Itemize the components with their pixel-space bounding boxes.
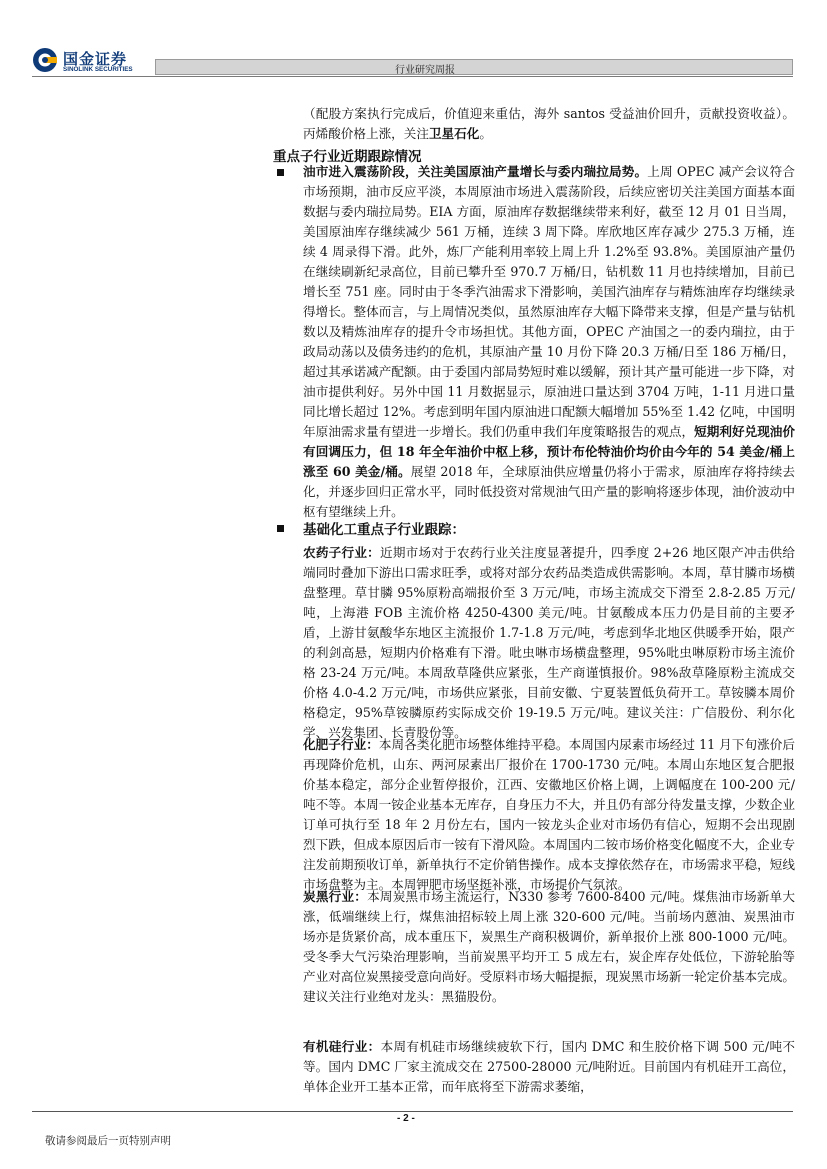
disclaimer-note: 敬请参阅最后一页特别声明 [45, 1135, 171, 1147]
logo-text-en: SINOLINK SECURITIES [63, 66, 133, 73]
page-number: - 2 - [397, 1113, 415, 1124]
bullet-basic [277, 525, 284, 532]
pesticide-paragraph [303, 543, 795, 743]
oil-body: 上周 OPEC 减产会议符合市场预期，油市反应平淡，本周原油市场进入震荡阶段，后续应密切关注美国方面基本面数据与委内瑞拉局势。EIA 方面，原油库存数据继续带来利好，截至 12 月 01 日当周，美国原油库存继续减少 561 万桶，连续 3 周下降。库欣地区库存减少 275.3 万桶，连续 4 周录得下滑。此外，炼厂产能利用率较上周上升 1.2%至 93.8%。美国原油产量仍在继续刷新纪录高位，目前已攀升至 970.7 万桶/日，钻机数 11 月也持续增加，目前已增长至 751 座。同时由于冬季汽油需求下滑影响，美国汽油库存与精炼油库存均继续录得增长。整体而言，与上周情况类似，虽然原油库存大幅下降带来支撑，但是产量与钻机数以及精炼油库存的提升令市场担忧。其他方面，OPEC 产油国之一的委内瑞拉，由于政局动荡以及债务违约的危机，其原油产量 10 月份下降 20.3 万桶/日至 186 万桶/日，超过其承诺减产配额。由于委国内部局势短时难以缓解，预计其产量可能进一步下降，对油市提供利好。另外中国 11 月数据显示，原油进口量达到 3704 万吨，1-11 月进口量同比增长超过 12%。考虑到明年国内原油进口配额大幅增加 55%至 1.42 亿吨，中国明年原油需求量有望进一步增长。我们仍重申我们年度策略报告的观点， [303, 164, 795, 439]
carbon-black-paragraph [303, 887, 795, 1007]
fertilizer-paragraph [303, 735, 795, 895]
pesticide-label: 农药子行业： [303, 545, 380, 560]
bullet-oil [277, 169, 284, 176]
oil-outlook: 展望 2018 年，全球原油供应增量仍将小于需求，原油库存将持续去化，并逐步回归正常水平，同时低投资对常规油气田产量的影响将逐步体现，油价波动中枢有望继续上升。 [303, 464, 795, 519]
oil-title: 油市进入震荡阶段，关注美国原油产量增长与委内瑞拉局势。 [303, 164, 648, 179]
silicone-paragraph [303, 1037, 795, 1097]
carbon-black-body: 本周炭黑市场主流运行，N330 参考 7600-8400 元/吨。煤焦油市场新单大涨，低端继续上行，煤焦油招标较上周上涨 320-600 元/吨。当前场内蒽油、炭黑油市场亦是货紧价高，成本重压下，炭黑生产商积极调价，新单报价上涨 800-1000 元/吨。受冬季大气污染治理影响，当前炭黑平均开工 5 成左右，炭企库存处低位，下游轮胎等产业对高位炭黑接受意向尚好。受原料市场大幅提振，现炭黑市场新一轮定价基本完成。建议关注行业绝对龙头：黑猫股份。 [303, 889, 796, 1004]
intro-text: （配股方案执行完成后，价值迎来重估，海外 santos 受益油价回升，贡献投资收益）。丙烯酸价格上涨，关注 [303, 106, 795, 141]
logo-text-cn: 国金证券 [63, 50, 128, 68]
silicone-label: 有机硅行业： [303, 1039, 381, 1054]
silicone-body: 本周有机硅市场继续疲软下行，国内 DMC 和生胶价格下调 500 元/吨不等。国内 DMC 厂家主流成交在 27500-28000 元/吨附近。目前国内有机硅开工高位，单体企业开工基本正常，而年底将至下游需求萎缩， [303, 1039, 796, 1094]
footer-divider [32, 1111, 793, 1112]
pesticide-body: 近期市场对于农药行业关注度显著提升，四季度 2+26 地区限产冲击供给端同时叠加下游出口需求旺季，或将对部分农药品类造成供需影响。本周，草甘膦市场横盘整理。草甘膦 95%原粉高端报价至 3 万元/吨，市场主流成交下滑至 2.8-2.85 万元/吨，上海港 FOB 主流价格 4250-4300 美元/吨。甘氨酸成本压力仍是目前的主要矛盾，上游甘氨酸华东地区主流报价 1.7-1.8 万元/吨，考虑到华北地区供暖季开始，限产的利剑高悬，短期内价格难有下滑。吡虫啉市场横盘整理，95%吡虫啉原粉市场主流价格 23-24 万元/吨。本周敌草隆供应紧张，生产商谨慎报价。98%敌草隆原粉主流成交价格 4.0-4.2 万元/吨，市场供应紧张，目前安徽、宁夏装置低负荷开工。草铵膦本周价格稳定，95%草铵膦原药实际成交价 19-19.5 万元/吨。建议关注：广信股份、利尔化学、兴发集团、长青股份等。 [303, 545, 795, 740]
intro-paragraph [303, 104, 795, 144]
oil-forecast: 短期利好兑现油价有回调压力，但 18 年全年油价中枢上移，预计布伦特油价均价由今年的 54 美金/桶上涨至 60 美金/桶。 [303, 424, 796, 479]
fertilizer-body: 本周各类化肥市场整体维持平稳。本周国内尿素市场经过 11 月下旬涨价后再现降价危机，山东、两河尿素出厂报价在 1700-1730 元/吨。本周山东地区复合肥报价基本稳定，部分企业暂停报价，江西、安徽地区价格上调，上调幅度在 100-200 元/吨不等。本周一铵企业基本无库存，自身压力不大，并且仍有部分待发量支撑，少数企业订单可执行至 18 年 2 月份左右，国内一铵龙头企业对市场仍有信心，短期不会出现剧烈下跌，但成本原因后市一铵有下滑风险。本周国内二铵市场价格变化幅度不大，企业专注发前期预收订单，新单执行不定价销售操作。成本支撑依然存在，市场需求平稳，短线市场盘整为主。本周钾肥市场坚挺补涨，市场提价气氛浓。 [303, 737, 795, 892]
carbon-black-label: 炭黑行业： [303, 889, 368, 904]
fertilizer-label: 化肥子行业： [303, 737, 379, 752]
basic-chem-title: 基础化工重点子行业跟踪： [303, 522, 465, 538]
oil-paragraph [303, 162, 795, 522]
intro-tail: 。 [479, 126, 492, 141]
intro-highlight: 卫星石化 [428, 126, 480, 141]
section-title: 重点子行业近期跟踪情况 [273, 149, 422, 165]
report-type: 行业研究周报 [395, 65, 455, 76]
